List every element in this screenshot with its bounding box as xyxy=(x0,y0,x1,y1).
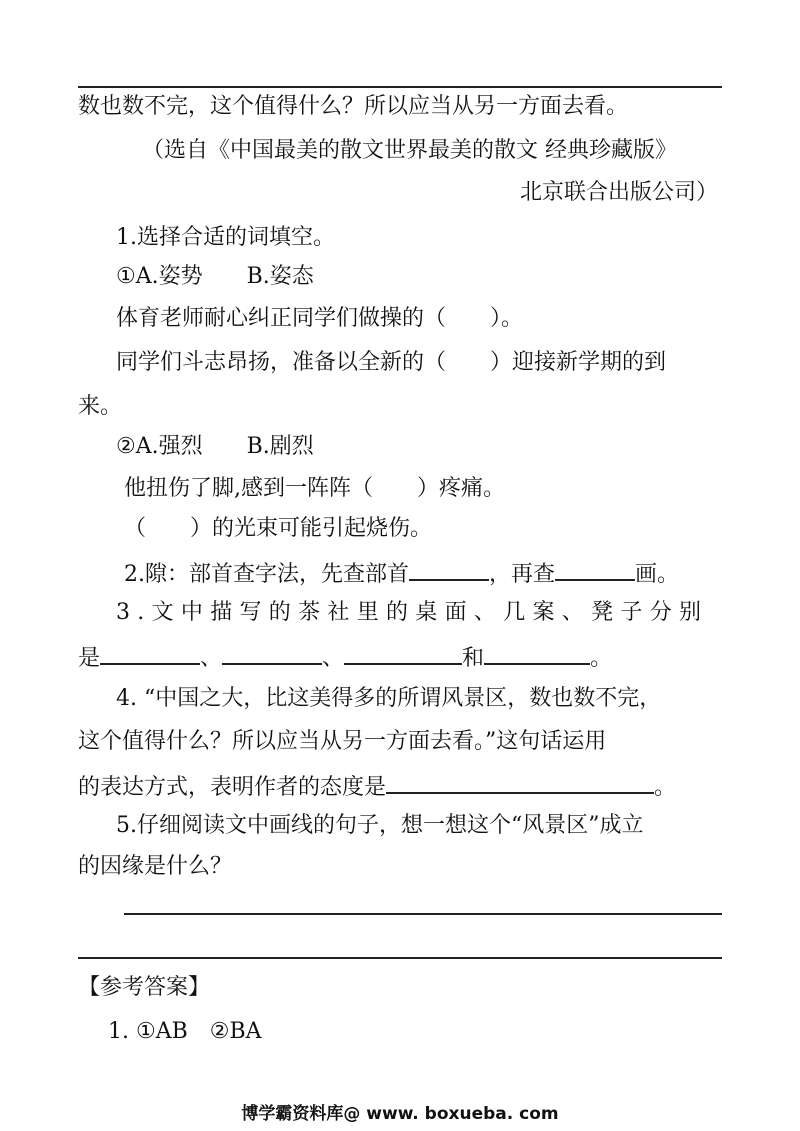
question-3-start: 是 xyxy=(78,646,101,671)
question-1-sentence-2-cont: 来。 xyxy=(78,394,123,419)
question-4-line-2: 这个值得什么？所以应当从另一方面去看。”这句话运用 xyxy=(78,729,607,754)
answer-1: 1. ①AB ②BA xyxy=(108,1019,262,1044)
answer-blank-fourth[interactable] xyxy=(484,641,590,665)
answer-blank-strokes[interactable] xyxy=(555,557,635,581)
question-3-and: 和 xyxy=(462,646,485,671)
question-1-sentence-1: 体育老师耐心纠正同学们做操的（ ）。 xyxy=(116,306,524,331)
question-1-sentence-4: （ ）的光束可能引起烧伤。 xyxy=(124,516,433,541)
top-rule xyxy=(78,86,722,88)
answer-blank-attitude[interactable] xyxy=(386,770,654,794)
answer-heading: 【参考答案】 xyxy=(78,975,211,1000)
question-3-sep: 、 xyxy=(200,646,223,671)
question-3-sep: 、 xyxy=(322,646,345,671)
question-1-sentence-3: 他扭伤了脚,感到一阵阵（ ）疼痛。 xyxy=(124,476,505,501)
question-3-line-1: 3.文中描写的茶社里的桌面、几案、凳子分别 xyxy=(116,600,709,625)
question-5-line-1: 5.仔细阅读文中画线的句子，想一想这个“风景区”成立 xyxy=(116,813,644,838)
question-1-options-2: ②A.强烈 B.剧烈 xyxy=(116,434,314,459)
answer-blank-desk[interactable] xyxy=(100,641,200,665)
footer-watermark: 博学霸资料库@ www. boxueba. com xyxy=(241,1104,559,1124)
question-2 xyxy=(124,557,679,590)
source-citation: （选自《中国最美的散文世界最美的散文 经典珍藏版》 xyxy=(142,138,677,163)
question-3-line-2 xyxy=(78,641,612,674)
question-4-line-3 xyxy=(78,770,676,803)
passage-line: 数也数不完，这个值得什么？所以应当从另一方面去看。 xyxy=(78,94,629,119)
question-1-sentence-2: 同学们斗志昂扬，准备以全新的（ ）迎接新学期的到 xyxy=(116,350,667,375)
question-5-line-2: 的因缘是什么？ xyxy=(78,854,233,879)
question-1-options-1: ①A.姿势 B.姿态 xyxy=(116,264,314,289)
answer-blank-radical[interactable] xyxy=(409,557,489,581)
question-4-end: 。 xyxy=(654,775,677,800)
question-2-text-end: 画。 xyxy=(635,562,680,587)
answer-line-2[interactable] xyxy=(78,957,722,959)
question-2-text: 2.隙：部首查字法，先查部首 xyxy=(124,562,409,587)
question-2-text-mid: ，再查 xyxy=(489,562,556,587)
question-1-title: 1.选择合适的词填空。 xyxy=(116,225,335,250)
answer-blank-table[interactable] xyxy=(222,641,322,665)
question-3-end: 。 xyxy=(590,646,613,671)
source-citation-publisher: 北京联合出版公司） xyxy=(519,180,718,205)
question-4-line-1: 4. “中国之大，比这美得多的所谓风景区，数也数不完， xyxy=(116,686,662,711)
question-4-text: 的表达方式，表明作者的态度是 xyxy=(78,775,387,800)
answer-line-1[interactable] xyxy=(124,913,722,915)
answer-blank-stool[interactable] xyxy=(344,641,462,665)
